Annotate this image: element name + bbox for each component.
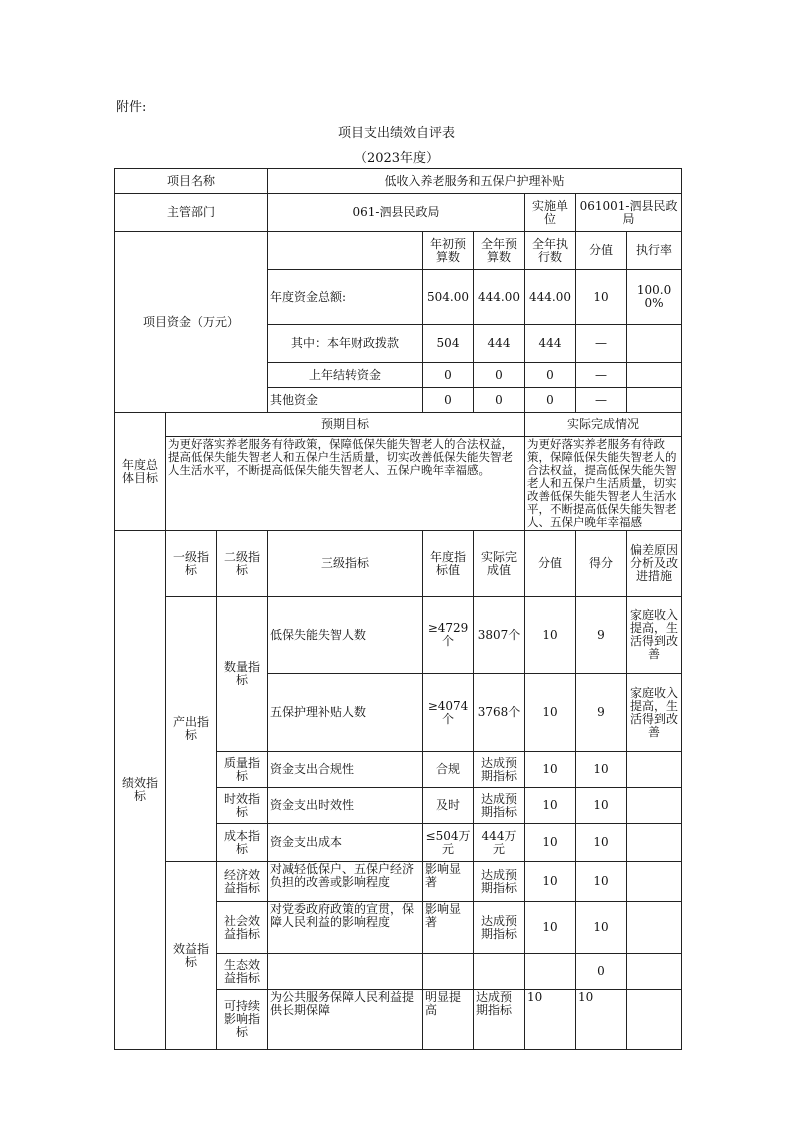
indicator-name [268, 954, 423, 990]
funds-cell: 0 [525, 363, 576, 388]
header-score: 得分 [576, 531, 627, 597]
expected-goal-label: 预期目标 [166, 413, 525, 437]
indicator-target: 影响显著 [423, 862, 474, 902]
indicator-score-val: 10 [525, 902, 576, 954]
funds-cell: 0 [423, 363, 474, 388]
indicator-score: 10 [576, 824, 627, 862]
indicator-target: 合规 [423, 752, 474, 788]
cost-indicator-label: 成本指标 [217, 824, 268, 862]
indicator-name: 对减轻低保户、五保户经济负担的改善或影响程度 [268, 862, 423, 902]
funds-col-rate: 执行率 [627, 232, 682, 270]
indicator-name: 资金支出时效性 [268, 788, 423, 824]
funds-cell [627, 325, 682, 363]
indicator-score: 9 [576, 597, 627, 674]
funds-label: 项目资金（万元） [115, 232, 268, 413]
expected-goal-text: 为更好落实养老服务有待政策，保障低保失能失智老人的合法权益，提高低保失能失智老人和五保户生活质量，切实改善低保失能失智老人生活水平，不断提高低保失能失智老人、五保户晚年幸福感。 [166, 437, 525, 531]
indicator-target: 影响显著 [423, 902, 474, 954]
indicator-target: ≤504万元 [423, 824, 474, 862]
indicator-actual [474, 954, 525, 990]
performance-label: 绩效指标 [115, 531, 166, 1050]
funds-cell: 100.00% [627, 270, 682, 325]
indicator-note [627, 862, 682, 902]
header-score-val: 分值 [525, 531, 576, 597]
funds-col-annual: 全年预算数 [474, 232, 525, 270]
funds-cell: — [576, 388, 627, 413]
indicator-actual: 444万元 [474, 824, 525, 862]
indicator-note [627, 902, 682, 954]
social-indicator-label: 社会效益指标 [217, 902, 268, 954]
header-actual: 实际完成值 [474, 531, 525, 597]
funds-cell: 0 [423, 388, 474, 413]
indicator-actual: 达成预期指标 [474, 990, 525, 1050]
indicator-score-val: 10 [525, 990, 576, 1050]
indicator-score-val [525, 954, 576, 990]
indicator-name: 低保失能失智人数 [268, 597, 423, 674]
indicator-actual: 达成预期指标 [474, 752, 525, 788]
timeliness-indicator-label: 时效指标 [217, 788, 268, 824]
indicator-score-val: 10 [525, 597, 576, 674]
indicator-score: 10 [576, 990, 627, 1050]
project-name: 低收入养老服务和五保户护理补贴 [268, 169, 682, 194]
indicator-target: ≥4729个 [423, 597, 474, 674]
header-deviation: 偏差原因分析及改进措施 [627, 531, 682, 597]
impl-value: 061001-泗县民政局 [576, 194, 682, 232]
indicator-score-val: 10 [525, 862, 576, 902]
funds-cell: 444 [525, 325, 576, 363]
header-target: 年度指标值 [423, 531, 474, 597]
attachment-label: 附件: [116, 100, 147, 115]
indicator-score: 10 [576, 788, 627, 824]
indicator-score: 10 [576, 862, 627, 902]
funds-cell: 10 [576, 270, 627, 325]
funds-cell [627, 363, 682, 388]
evaluation-table [114, 168, 682, 1050]
indicator-score: 10 [576, 752, 627, 788]
funds-cell: 0 [474, 363, 525, 388]
funds-row-name: 其中：本年财政拨款 [268, 325, 423, 363]
funds-col-init: 年初预算数 [423, 232, 474, 270]
actual-goal-label: 实际完成情况 [525, 413, 682, 437]
indicator-score: 10 [576, 902, 627, 954]
indicator-note [627, 954, 682, 990]
indicator-note [627, 990, 682, 1050]
quantity-indicator-label: 数量指标 [217, 597, 268, 752]
indicator-target [423, 954, 474, 990]
evaluation-table-wrap [114, 168, 682, 1039]
dept-label: 主管部门 [115, 194, 268, 232]
funds-col-score-val: 分值 [576, 232, 627, 270]
actual-goal-text: 为更好落实养老服务有待政策，保障低保失能失智老人的合法权益，提高低保失能失智老人和五保户生活质量，切实改善低保失能失智老人生活水平，不断提高低保失能失智老人、五保户晚年幸福感 [525, 437, 682, 531]
form-year: （2023年度） [353, 151, 440, 166]
indicator-name: 为公共服务保障人民利益提供长期保障 [268, 990, 423, 1050]
indicator-name: 资金支出成本 [268, 824, 423, 862]
indicator-actual: 3807个 [474, 597, 525, 674]
funds-cell: 504.00 [423, 270, 474, 325]
funds-cell: 444.00 [474, 270, 525, 325]
header-level3: 三级指标 [268, 531, 423, 597]
indicator-target: 明显提高 [423, 990, 474, 1050]
funds-cell: 0 [525, 388, 576, 413]
indicator-actual: 达成预期指标 [474, 902, 525, 954]
funds-col-exec: 全年执行数 [525, 232, 576, 270]
impl-label: 实施单位 [525, 194, 576, 232]
economic-indicator-label: 经济效益指标 [217, 862, 268, 902]
indicator-note: 家庭收入提高，生活得到改善 [627, 674, 682, 752]
output-indicator-label: 产出指标 [166, 597, 217, 862]
funds-cell: — [576, 325, 627, 363]
indicator-name: 对党委政府政策的宣贯，保障人民利益的影响程度 [268, 902, 423, 954]
funds-header-blank [268, 232, 423, 270]
indicator-score: 0 [576, 954, 627, 990]
indicator-target: 及时 [423, 788, 474, 824]
header-level2: 二级指标 [217, 531, 268, 597]
indicator-score-val: 10 [525, 674, 576, 752]
funds-cell: 504 [423, 325, 474, 363]
funds-row-name: 年度资金总额: [268, 270, 423, 325]
quality-indicator-label: 质量指标 [217, 752, 268, 788]
header-level1: 一级指标 [166, 531, 217, 597]
ecological-indicator-label: 生态效益指标 [217, 954, 268, 990]
indicator-score: 9 [576, 674, 627, 752]
indicator-score-val: 10 [525, 788, 576, 824]
funds-cell: 444 [474, 325, 525, 363]
indicator-note [627, 752, 682, 788]
indicator-note: 家庭收入提高，生活得到改善 [627, 597, 682, 674]
project-name-label: 项目名称 [115, 169, 268, 194]
indicator-name: 五保护理补贴人数 [268, 674, 423, 752]
indicator-target: ≥4074个 [423, 674, 474, 752]
funds-cell: — [576, 363, 627, 388]
indicator-score-val: 10 [525, 824, 576, 862]
sustain-indicator-label: 可持续影响指标 [217, 990, 268, 1050]
indicator-actual: 达成预期指标 [474, 788, 525, 824]
form-title: 项目支出绩效自评表 [337, 126, 455, 141]
dept-value: 061-泗县民政局 [268, 194, 525, 232]
funds-cell: 444.00 [525, 270, 576, 325]
indicator-note [627, 824, 682, 862]
indicator-name: 资金支出合规性 [268, 752, 423, 788]
funds-row-name: 上年结转资金 [268, 363, 423, 388]
goals-label: 年度总体目标 [115, 413, 166, 531]
indicator-score-val: 10 [525, 752, 576, 788]
indicator-note [627, 788, 682, 824]
indicator-actual: 3768个 [474, 674, 525, 752]
funds-cell: 0 [474, 388, 525, 413]
indicator-actual: 达成预期指标 [474, 862, 525, 902]
funds-cell [627, 388, 682, 413]
benefit-indicator-label: 效益指标 [166, 862, 217, 1050]
funds-row-name: 其他资金 [268, 388, 423, 413]
